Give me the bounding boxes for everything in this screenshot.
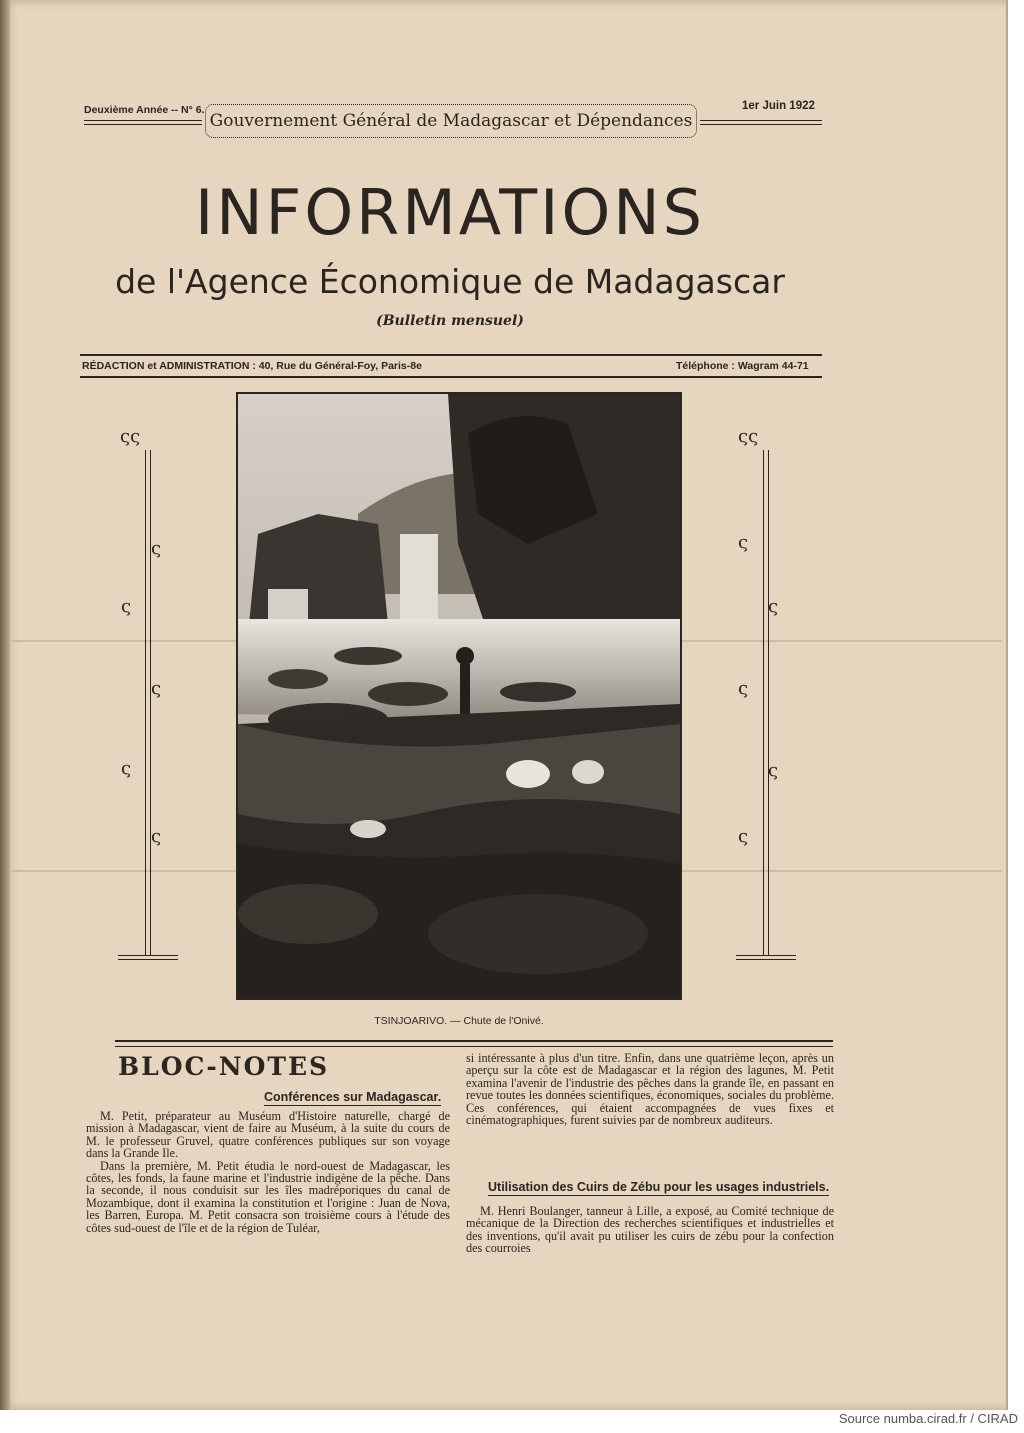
- page-title: INFORMATIONS: [195, 176, 705, 249]
- waterfall-photograph: [236, 392, 682, 1000]
- right-column-top: [466, 1052, 834, 1126]
- scroll-ornament: ς: [151, 678, 162, 699]
- section-title: BLOC-NOTES: [118, 1052, 330, 1081]
- article-title-conferences: Conférences sur Madagascar.: [264, 1090, 442, 1104]
- telephone: Téléphone : Wagram 44-71: [676, 360, 809, 372]
- scroll-ornament: ς: [738, 826, 749, 847]
- paragraph: si intéressante à plus d'un titre. Enfin, dans une quatrième leçon, après un aperçu sur la côte est de Madagascar et la région des lagunes, M. Petit examina l'avenir de l'industrie des pêches dans la grande île, en passant en revue toutes les données scientifiques, économiques, sociales du problème. Ces conférences, qui étaient accompagnées de vues fixes et cinématographiques, furent suivies par de nombreux auditeurs.: [466, 1051, 834, 1128]
- left-column: [86, 1110, 450, 1234]
- ornament-base: [736, 959, 796, 960]
- issue-date: 1er Juin 1922: [742, 100, 815, 112]
- source-credit: Source numba.cirad.fr / CIRAD: [838, 1411, 1018, 1426]
- header-rule-left: [84, 124, 202, 125]
- ornament-post: [763, 450, 769, 955]
- address-rule-bottom: [80, 376, 822, 378]
- issue-number: Deuxième Année -- N° 6.: [84, 104, 205, 116]
- bulletin-label: (Bulletin mensuel): [376, 313, 524, 329]
- ornament-base: [118, 955, 178, 956]
- government-banner: Gouvernement Général de Madagascar et Dépendances: [205, 104, 697, 138]
- article-title-cuirs: Utilisation des Cuirs de Zébu pour les usages industriels.: [488, 1180, 830, 1194]
- section-rule: [115, 1040, 833, 1047]
- header-rule-right: [700, 120, 822, 121]
- photo-caption: TSINJOARIVO. — Chute de l'Onivé.: [374, 1015, 544, 1027]
- header-rule-left: [84, 120, 202, 121]
- paragraph: M. Petit, préparateur au Muséum d'Histoire naturelle, chargé de mission à Madagascar, vient de faire au Muséum, à la suite du cours de M. le professeur Gruvel, quatre conférences publiques sur son voyage dans la Grande Ile.: [86, 1109, 450, 1161]
- scroll-ornament: ς: [151, 826, 162, 847]
- scroll-ornament: ςς: [120, 426, 141, 447]
- paragraph: M. Henri Boulanger, tanneur à Lille, a exposé, au Comité technique de mécanique de la Direction des recherches scientifiques et industrielles et des inventions, qu'il avait pu utiliser les cuirs de zébu pour la confection des courroies: [466, 1204, 834, 1256]
- ornament-base: [736, 955, 796, 956]
- ornament-post: [145, 450, 151, 955]
- address-rule-top: [80, 354, 822, 356]
- ornament-base: [118, 959, 178, 960]
- scroll-ornament: ςς: [738, 426, 759, 447]
- scroll-ornament: ς: [738, 678, 749, 699]
- editorial-address: RÉDACTION et ADMINISTRATION : 40, Rue du Général-Foy, Paris-8e: [82, 360, 422, 372]
- scroll-ornament: ς: [121, 596, 132, 617]
- scroll-ornament: ς: [738, 532, 749, 553]
- right-column-bottom: [466, 1205, 834, 1255]
- scroll-ornament: ς: [151, 538, 162, 559]
- scroll-ornament: ς: [121, 758, 132, 779]
- photo-illustration: [238, 394, 680, 998]
- header-rule-right: [700, 124, 822, 125]
- scroll-ornament: ς: [768, 596, 779, 617]
- page-subtitle: de l'Agence Économique de Madagascar: [115, 262, 785, 301]
- scroll-ornament: ς: [768, 760, 779, 781]
- paragraph: Dans la première, M. Petit étudia le nord-ouest de Madagascar, les côtes, les fonds, la faune marine et l'industrie indigène de la pêche. Dans la seconde, il nous conduisit sur les îles madréporiques du canal de Mozambique, dont il examina la constitution et l'origine : Juan de Nova, les Barren, Europa. M. Petit consacra son troisième cours à l'étude des côtes sud-ouest de l'île et de la région de Tuléar,: [86, 1158, 450, 1235]
